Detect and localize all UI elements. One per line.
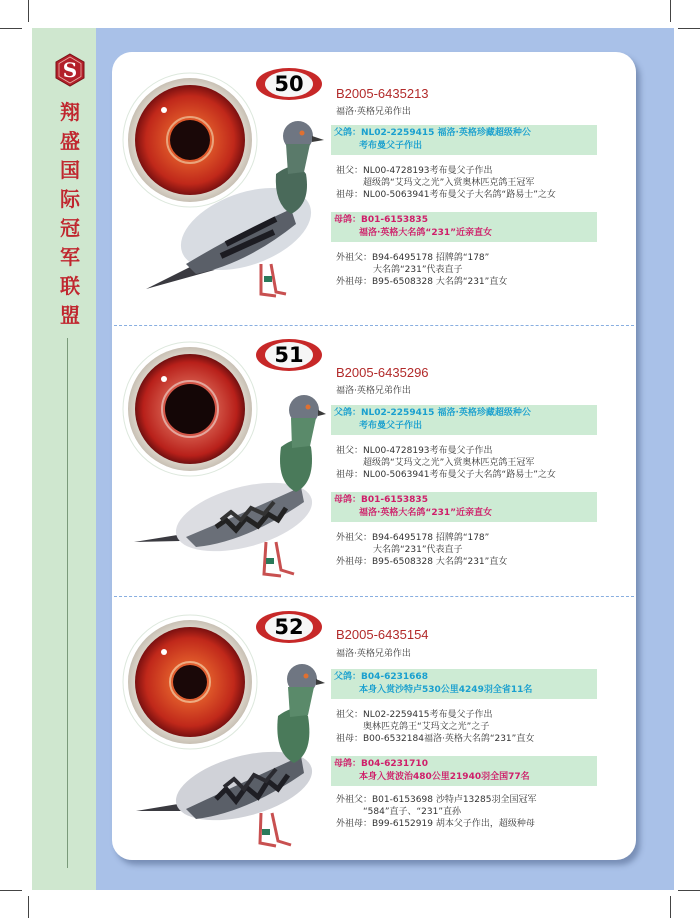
- paternal-lines: [336, 709, 632, 745]
- crop-mark: [670, 896, 671, 918]
- pedigree-line: 大名鸽“231”代表直子: [373, 545, 463, 555]
- paternal-lines: [336, 165, 632, 201]
- sire-highlight: [331, 405, 597, 435]
- pedigree-line: 外祖母：B95-6508328 大名鸽“231”直女: [336, 277, 508, 287]
- brand-logo-letter: S: [62, 58, 78, 82]
- maternal-lines: [336, 794, 632, 830]
- sidebar-title-char: 盛: [60, 129, 80, 153]
- entry-number: 52: [274, 615, 304, 639]
- breeder-line: 福洛·英格兄弟作出: [336, 649, 411, 659]
- pedigree-line: 外祖父：B94-6495178 招牌鸽“178”: [336, 533, 490, 543]
- pigeon-entry-51: [112, 326, 636, 596]
- pedigree-line: 外祖父：B94-6495178 招牌鸽“178”: [336, 253, 490, 263]
- sidebar-title-char: 翔: [60, 100, 80, 124]
- sire-line: 父鸽：NL02-2259415 福洛·英格珍藏超级种公: [334, 128, 531, 138]
- sidebar-title-char: 国: [60, 158, 80, 182]
- dam-highlight: [331, 212, 597, 242]
- crop-mark: [678, 890, 700, 891]
- maternal-lines: [336, 252, 632, 288]
- pedigree-line: 祖母：B00-6532184福洛·英格大名鸽“231”直女: [336, 734, 535, 744]
- sidebar-title-char: 联: [60, 274, 80, 298]
- entry-number: 50: [274, 72, 304, 96]
- pedigree-line: 外祖母：B95-6508328 大名鸽“231”直女: [336, 557, 508, 567]
- ring-number: B2005-6435154: [336, 627, 429, 642]
- sire-line: 父鸽：NL02-2259415 福洛·英格珍藏超级种公: [334, 408, 531, 418]
- pigeon-entry-50: [112, 52, 636, 322]
- crop-mark: [28, 896, 29, 918]
- pedigree-line: 祖母：NL00-5063941考布曼父子大名鸽“路易士”之女: [336, 470, 556, 480]
- entry-number: 51: [274, 343, 304, 367]
- sidebar-title: [52, 98, 88, 330]
- dam-highlight: [331, 756, 597, 786]
- breeder-line: 福洛·英格兄弟作出: [336, 386, 411, 396]
- dam-line: 福洛·英格大名鸽“231”近亲直女: [359, 508, 493, 518]
- dam-highlight: [331, 492, 597, 522]
- pedigree-line: 祖母：NL00-5063941考布曼父子大名鸽“路易士”之女: [336, 190, 556, 200]
- dam-line: 母鸽：B01-6153835: [334, 215, 428, 225]
- sidebar-divider: [67, 338, 68, 868]
- crop-mark: [678, 28, 700, 29]
- pedigree-line: 祖父：NL00-4728193考布曼父子作出: [336, 446, 493, 456]
- breeder-line: 福洛·英格兄弟作出: [336, 107, 411, 117]
- pedigree-line: 外祖母：B99-6152919 胡本父子作出，超级种母: [336, 819, 535, 829]
- crop-mark: [28, 0, 29, 22]
- paternal-lines: [336, 445, 632, 481]
- pedigree-line: 外祖父：B01-6153698 沙特卢13285羽全国冠军: [336, 795, 537, 805]
- pigeon-photo: [126, 661, 326, 861]
- ring-number: B2005-6435213: [336, 86, 429, 101]
- sidebar-title-char: 盟: [60, 303, 80, 327]
- pigeon-entry-52: [112, 597, 636, 867]
- crop-mark: [0, 28, 22, 29]
- sire-line: 本身入赏沙特卢530公里4249羽全省11名: [359, 685, 533, 695]
- dam-line: 福洛·英格大名鸽“231”近亲直女: [359, 228, 493, 238]
- sidebar-title-char: 冠: [60, 216, 80, 240]
- sire-line: 父鸽：B04-6231668: [334, 672, 428, 682]
- brand-logo: [53, 53, 87, 87]
- pedigree-line: 大名鸽“231”代表直子: [373, 265, 463, 275]
- dam-line: 母鸽：B01-6153835: [334, 495, 428, 505]
- sire-line: 考布曼父子作出: [359, 141, 423, 151]
- sire-highlight: [331, 125, 597, 155]
- dam-line: 母鸽：B04-6231710: [334, 759, 428, 769]
- ring-number: B2005-6435296: [336, 365, 429, 380]
- pedigree-line: 祖父：NL02-2259415考布曼父子作出: [336, 710, 493, 720]
- dam-line: 本身入赏波治480公里21940羽全国77名: [359, 772, 530, 782]
- pedigree-line: 祖父：NL00-4728193考布曼父子作出: [336, 166, 493, 176]
- pedigree-line: 奥林匹克鸽王“艾玛文之光”之子: [363, 722, 490, 732]
- sidebar-title-char: 际: [60, 187, 80, 211]
- sire-line: 考布曼父子作出: [359, 421, 423, 431]
- pedigree-line: 超级鸽“艾玛文之光”入赏奥林匹克鸽王冠军: [363, 458, 535, 468]
- sidebar-title-char: 军: [60, 245, 80, 269]
- sire-highlight: [331, 669, 597, 699]
- maternal-lines: [336, 532, 632, 568]
- crop-mark: [670, 0, 671, 22]
- crop-mark: [0, 890, 22, 891]
- pedigree-line: 超级鸽“艾玛文之光”入赏奥林匹克鸽王冠军: [363, 178, 535, 188]
- pedigree-line: “584”直子、“231”直孙: [363, 807, 462, 817]
- pigeon-photo: [126, 392, 326, 592]
- pigeon-photo: [126, 114, 326, 314]
